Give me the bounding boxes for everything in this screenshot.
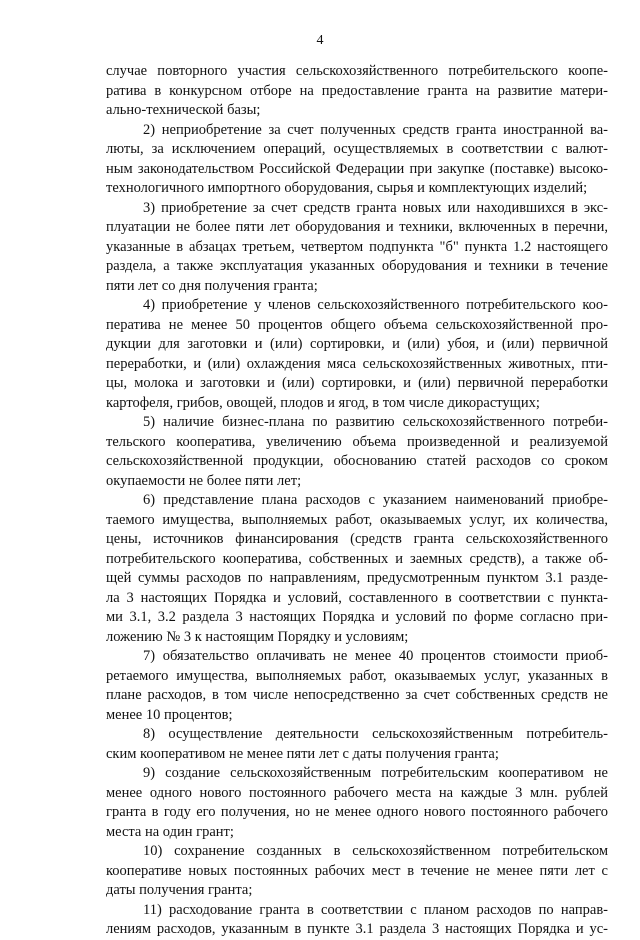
text-line: потребительского кооператива, собственных и заемных средств), а также об-	[106, 550, 608, 567]
text-line: дукции для заготовки и (или) сортировки, и (или) убоя, и (или) первичной	[106, 336, 608, 352]
text-line: плуатации не более пяти лет оборудования и техники, включенных в перечни,	[106, 219, 608, 235]
text-line: технологичного импортного оборудования, сырья и комплектующих изделий;	[106, 180, 588, 196]
text-line: ператива не менее 50 процентов общего объема сельскохозяйственной про-	[106, 316, 608, 333]
text-line: ретаемого имущества, выполняемых работ, оказываемых услуг, указанных в	[106, 667, 608, 684]
text-line: менее 10 процентов;	[106, 706, 233, 723]
text-line: ла 3 настоящих Порядка и условий, составленного в соответствии с пункта-	[106, 589, 608, 606]
paragraph-first-line: 5) наличие бизнес-плана по развитию сельскохозяйственного потреби-	[143, 414, 608, 430]
text-line: указанные в абзацах третьем, четвертом подпункта "б" пункта 1.2 настоящего	[106, 238, 608, 255]
paragraph-first-line: 11) расходование гранта в соответствии с планом расходов по направ-	[143, 901, 608, 918]
text-line: гранта в году его получения, но не менее одного нового постоянного рабочего	[106, 804, 608, 820]
text-line: места на один грант;	[106, 823, 234, 840]
text-line: лениям расходов, указанным в пункте 3.1 раздела 3 настоящих Порядка и ус-	[106, 921, 608, 937]
paragraph-first-line: 9) создание сельскохозяйственным потребительским кооперативом не	[143, 765, 608, 781]
text-line: ально-технической базы;	[106, 102, 261, 118]
text-line: ложению № 3 к настоящим Порядку и условиям;	[106, 628, 409, 645]
text-line: ным законодательством Российской Федерации при закупке (поставке) высоко-	[106, 160, 608, 177]
paragraph-first-line: 3) приобретение за счет средств гранта новых или находившихся в экс-	[143, 199, 608, 216]
text-line: ратива в конкурсном отборе на предоставление гранта на развитие матери-	[106, 82, 608, 99]
text-line: цы, молока и заготовки и (или) сортировки, и (или) первичной переработки	[106, 375, 608, 391]
text-line: даты получения гранта;	[106, 882, 253, 898]
text-line: пяти лет со дня получения гранта;	[106, 277, 318, 294]
text-line: люты, за исключением операций, осуществляемых в соответствии с валют-	[106, 141, 608, 157]
paragraph-first-line: 2) неприобретение за счет полученных средств гранта иностранной ва-	[143, 121, 608, 138]
text-line: раздела, а также эксплуатация указанных оборудования и техники в течение	[106, 258, 608, 274]
text-line: картофеля, грибов, овощей, плодов и ягод, в том числе дикорастущих;	[106, 394, 540, 411]
text-line: случае повторного участия сельскохозяйственного потребительского коопе-	[106, 63, 608, 79]
paragraph-first-line: 8) осуществление деятельности сельскохозяйственным потребитель-	[143, 726, 608, 742]
document-body	[106, 62, 608, 940]
text-line: менее одного нового постоянного рабочего места на каждые 3 млн. рублей	[106, 784, 608, 801]
text-line: плане расходов, в том числе непосредственно за счет собственных средств не	[106, 687, 608, 703]
text-line: тельского кооператива, увеличению объема произведенной и реализуемой	[106, 433, 608, 450]
text-line: щей суммы расходов по направлениям, предусмотренным пунктом 3.1 разде-	[106, 570, 608, 586]
text-line: кооперативе новых постоянных рабочих мест в течение не менее пяти лет с	[106, 862, 608, 879]
text-line: таемого имущества, выполняемых работ, оказываемых услуг, их количества,	[106, 511, 608, 528]
text-line: сельскохозяйственной продукции, обоснованию статей расходов со сроком	[106, 453, 608, 469]
text-line: ми 3.1, 3.2 раздела 3 настоящих Порядка и условий по форме согласно при-	[106, 609, 608, 625]
paragraph-first-line: 10) сохранение созданных в сельскохозяйственном потребительском	[143, 843, 608, 859]
paragraph-first-line: 6) представление плана расходов с указанием наименований приобре-	[143, 492, 608, 508]
text-line: переработки, и (или) охлаждения мяса сельскохозяйственных животных, пти-	[106, 355, 608, 372]
text-line: окупаемости не более пяти лет;	[106, 472, 302, 489]
text-line: цены, источников финансирования (средств гранта сельскохозяйственного	[106, 531, 608, 547]
page-number: 4	[316, 33, 324, 48]
text-line: ским кооперативом не менее пяти лет с даты получения гранта;	[106, 745, 499, 762]
paragraph-first-line: 7) обязательство оплачивать не менее 40 процентов стоимости приоб-	[143, 648, 608, 664]
paragraph-first-line: 4) приобретение у членов сельскохозяйственного потребительского коо-	[143, 297, 608, 313]
